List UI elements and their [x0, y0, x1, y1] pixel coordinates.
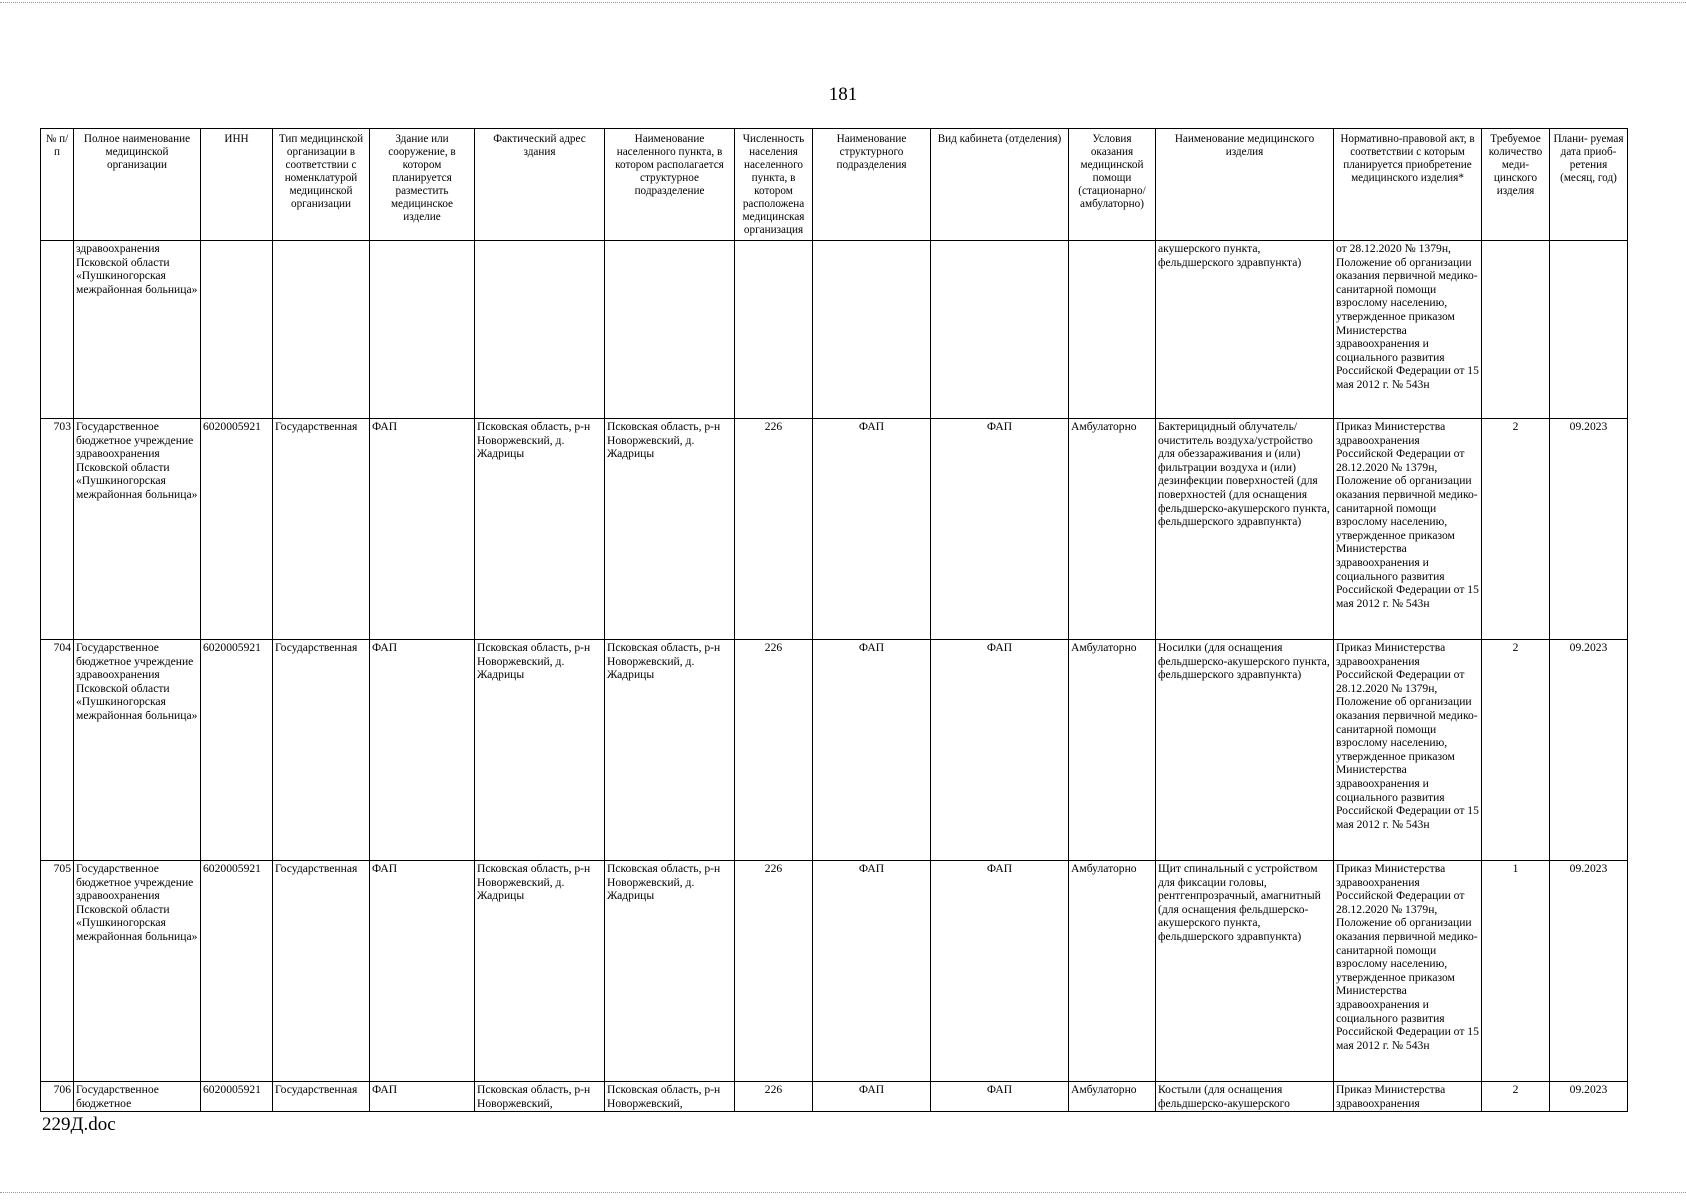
- cell-locality: Псковская область, р-н Новоржевский,: [605, 1082, 735, 1112]
- header-type: Тип медицинской организации в соответствии с номенклатурой медицинской организации: [273, 129, 370, 241]
- cell-cabinet: ФАП: [931, 640, 1069, 861]
- cell-device: Носилки (для оснащения фельдшерско-акушерского пункта, фельдшерского здравпункта): [1156, 640, 1334, 861]
- cell-date: 09.2023: [1550, 861, 1628, 1082]
- cell-locality: Псковская область, р-н Новоржевский, д. Жадрицы: [605, 419, 735, 640]
- cell-cabinet: [931, 241, 1069, 419]
- table-row: [41, 1082, 1628, 1112]
- cell-unit: ФАП: [813, 640, 931, 861]
- table-row: [41, 640, 1628, 861]
- cell-type: Государственная: [273, 1082, 370, 1112]
- medical-equipment-table: [40, 128, 1628, 1112]
- cell-population: 226: [735, 640, 813, 861]
- header-conditions: Условия оказания медицинской помощи (стационарно/ амбулаторно): [1069, 129, 1156, 241]
- cell-population: 226: [735, 419, 813, 640]
- cell-type: Государственная: [273, 419, 370, 640]
- cell-address: Псковская область, р-н Новоржевский, д. Жадрицы: [475, 419, 605, 640]
- cell-inn: 6020005921: [201, 861, 273, 1082]
- cell-num: 705: [41, 861, 74, 1082]
- cell-act: от 28.12.2020 № 1379н, Положение об организации оказания первичной медико-санитарной помощи взрослому населению, утвержденное приказом Министерства здравоохранения и социального развития Российской Федерации от 15 мая 2012 г. № 543н: [1334, 241, 1482, 419]
- header-unit: Наименование структурного подразделения: [813, 129, 931, 241]
- scan-edge-top: [0, 2, 1686, 3]
- cell-type: [273, 241, 370, 419]
- table-row: [41, 419, 1628, 640]
- cell-device: акушерского пункта, фельдшерского здравпункта): [1156, 241, 1334, 419]
- cell-qty: 1: [1482, 861, 1550, 1082]
- cell-qty: 2: [1482, 1082, 1550, 1112]
- table-row: [41, 241, 1628, 419]
- header-num: № п/п: [41, 129, 74, 241]
- cell-type: Государственная: [273, 861, 370, 1082]
- cell-date: 09.2023: [1550, 419, 1628, 640]
- header-qty: Требуемое количество меди- цинского изделия: [1482, 129, 1550, 241]
- cell-address: Псковская область, р-н Новоржевский, д. Жадрицы: [475, 861, 605, 1082]
- cell-num: 704: [41, 640, 74, 861]
- header-population: Численность населения населенного пункта, в котором расположена медицинская организация: [735, 129, 813, 241]
- header-date: Плани- руемая дата приоб- ретения (месяц, год): [1550, 129, 1628, 241]
- scan-edge-bottom: [0, 1192, 1686, 1193]
- cell-conditions: [1069, 241, 1156, 419]
- cell-inn: 6020005921: [201, 1082, 273, 1112]
- cell-org: Государственное бюджетное учреждение здравоохранения Псковской области «Пушкиногорская межрайонная больница»: [74, 640, 201, 861]
- cell-population: 226: [735, 861, 813, 1082]
- cell-cabinet: ФАП: [931, 419, 1069, 640]
- cell-qty: 2: [1482, 419, 1550, 640]
- cell-qty: [1482, 241, 1550, 419]
- cell-conditions: Амбулаторно: [1069, 861, 1156, 1082]
- header-cabinet: Вид кабинета (отделения): [931, 129, 1069, 241]
- cell-building: ФАП: [370, 861, 475, 1082]
- cell-locality: [605, 241, 735, 419]
- cell-num: [41, 241, 74, 419]
- cell-population: [735, 241, 813, 419]
- cell-building: ФАП: [370, 1082, 475, 1112]
- cell-building: ФАП: [370, 419, 475, 640]
- cell-address: Псковская область, р-н Новоржевский,: [475, 1082, 605, 1112]
- cell-device: Костыли (для оснащения фельдшерско-акушерского: [1156, 1082, 1334, 1112]
- cell-unit: [813, 241, 931, 419]
- cell-cabinet: ФАП: [931, 1082, 1069, 1112]
- cell-date: 09.2023: [1550, 1082, 1628, 1112]
- cell-inn: 6020005921: [201, 640, 273, 861]
- cell-conditions: Амбулаторно: [1069, 1082, 1156, 1112]
- cell-inn: [201, 241, 273, 419]
- footer-file-name: 229Д.doc: [42, 1114, 116, 1135]
- cell-locality: Псковская область, р-н Новоржевский, д. Жадрицы: [605, 640, 735, 861]
- cell-unit: ФАП: [813, 419, 931, 640]
- cell-cabinet: ФАП: [931, 861, 1069, 1082]
- cell-address: [475, 241, 605, 419]
- cell-unit: ФАП: [813, 861, 931, 1082]
- cell-conditions: Амбулаторно: [1069, 419, 1156, 640]
- cell-org: Государственное бюджетное учреждение здравоохранения Псковской области «Пушкиногорская межрайонная больница»: [74, 861, 201, 1082]
- table-header-row: [41, 129, 1628, 241]
- cell-conditions: Амбулаторно: [1069, 640, 1156, 861]
- page-number: 181: [828, 84, 858, 105]
- cell-unit: ФАП: [813, 1082, 931, 1112]
- cell-act: Приказ Министерства здравоохранения: [1334, 1082, 1482, 1112]
- cell-address: Псковская область, р-н Новоржевский, д. Жадрицы: [475, 640, 605, 861]
- cell-qty: 2: [1482, 640, 1550, 861]
- cell-inn: 6020005921: [201, 419, 273, 640]
- cell-date: 09.2023: [1550, 640, 1628, 861]
- header-device: Наименование медицинского изделия: [1156, 129, 1334, 241]
- cell-device: Бактерицидный облучатель/очиститель воздуха/устройство для обеззараживания и (или) фильтрации воздуха и (или) дезинфекции поверхностей (для поверхностей (для оснащения фельдшерско-акушерского пункта, фельдшерского здравпункта): [1156, 419, 1334, 640]
- header-inn: ИНН: [201, 129, 273, 241]
- cell-num: 706: [41, 1082, 74, 1112]
- header-org: Полное наименование медицинской организации: [74, 129, 201, 241]
- cell-building: [370, 241, 475, 419]
- cell-act: Приказ Министерства здравоохранения Российской Федерации от 28.12.2020 № 1379н, Положение об организации оказания первичной медико-санитарной помощи взрослому населению, утвержденное приказом Министерства здравоохранения и социального развития Российской Федерации от 15 мая 2012 г. № 543н: [1334, 861, 1482, 1082]
- cell-type: Государственная: [273, 640, 370, 861]
- cell-date: [1550, 241, 1628, 419]
- cell-org: Государственное бюджетное: [74, 1082, 201, 1112]
- cell-org: здравоохранения Псковской области «Пушкиногорская межрайонная больница»: [74, 241, 201, 419]
- header-building: Здание или сооружение, в котором планируется разместить медицинское изделие: [370, 129, 475, 241]
- cell-act: Приказ Министерства здравоохранения Российской Федерации от 28.12.2020 № 1379н, Положение об организации оказания первичной медико-санитарной помощи взрослому населению, утвержденное приказом Министерства здравоохранения и социального развития Российской Федерации от 15 мая 2012 г. № 543н: [1334, 640, 1482, 861]
- cell-population: 226: [735, 1082, 813, 1112]
- cell-locality: Псковская область, р-н Новоржевский, д. Жадрицы: [605, 861, 735, 1082]
- cell-device: Щит спинальный с устройством для фиксации головы, рентгенпрозрачный, амагнитный (для оснащения фельдшерско-акушерского пункта, фельдшерского здравпункта): [1156, 861, 1334, 1082]
- header-locality: Наименование населенного пункта, в котором располагается структурное подразделение: [605, 129, 735, 241]
- cell-num: 703: [41, 419, 74, 640]
- cell-org: Государственное бюджетное учреждение здравоохранения Псковской области «Пушкиногорская межрайонная больница»: [74, 419, 201, 640]
- table-row: [41, 861, 1628, 1082]
- cell-act: Приказ Министерства здравоохранения Российской Федерации от 28.12.2020 № 1379н, Положение об организации оказания первичной медико-санитарной помощи взрослому населению, утвержденное приказом Министерства здравоохранения и социального развития Российской Федерации от 15 мая 2012 г. № 543н: [1334, 419, 1482, 640]
- cell-building: ФАП: [370, 640, 475, 861]
- header-act: Нормативно-правовой акт, в соответствии с которым планируется приобретение медицинского изделия*: [1334, 129, 1482, 241]
- header-address: Фактический адрес здания: [475, 129, 605, 241]
